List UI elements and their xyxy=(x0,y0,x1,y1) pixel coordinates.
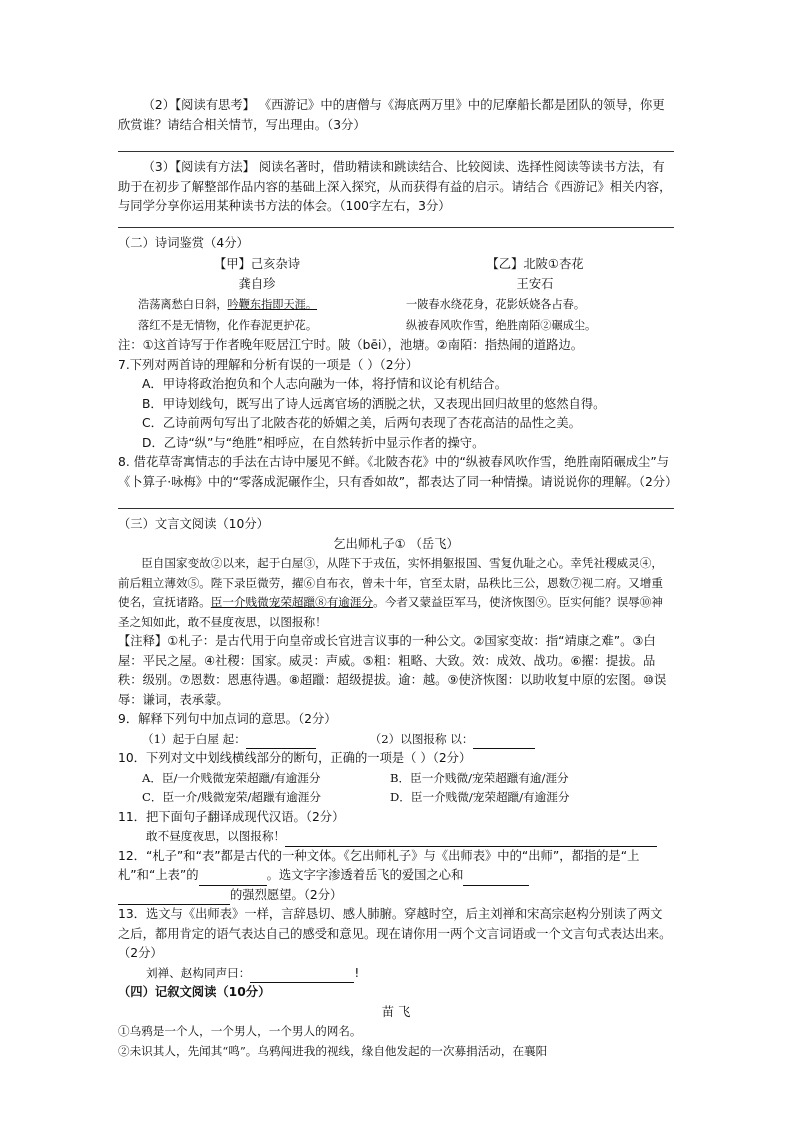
q11: 11．把下面句子翻译成现代汉语。（2分） xyxy=(118,809,345,824)
q12-part-a: 12．“札子”和“表”都是古代的一种文体。《乞出师札子》与《出师表》中的“出师”，都指的是“上札”和“上表”的 xyxy=(118,848,640,882)
exam-page xyxy=(118,96,678,1061)
narrative-p2: ②未识其人，先闻其“鸣”。乌鸦闯进我的视线，缘自他发起的一次募捐活动，在襄阳 xyxy=(118,1043,548,1058)
q7-option-c: C．乙诗前两句写出了北陂杏花的娇媚之美，后两句表现了杏花高洁的品性之美。 xyxy=(142,416,581,430)
poem-jia-line1b: 吟鞭东指即天涯。 xyxy=(227,298,318,311)
narrative-p1: ①乌鸦是一个人，一个男人，一个男人的网名。 xyxy=(118,1024,362,1038)
poem-yi-line1: 一陂春水绕花身，花影妖娆各占春。 xyxy=(406,298,586,311)
poem-yi-line2: 纵被春风吹作雪，绝胜南陌②碾成尘。 xyxy=(406,319,597,332)
q12-blank-3[interactable] xyxy=(118,890,230,905)
q9-item-2: （2）以图报称 以： xyxy=(369,731,474,746)
q11-answer-line[interactable] xyxy=(285,832,657,847)
q13: 13．选文与《出师表》一样，言辞恳切、感人肺腑。穿越时空，后主刘禅和宋高宗赵构分别读了两文之后，都用肯定的语气表达自己的感受和意见。现在请你用一两个文言词语或一个文言句式表达出来。（2分） xyxy=(118,907,672,960)
q12-blank-2[interactable] xyxy=(463,871,529,886)
q8: 8. 借花草寄寓情志的手法在古诗中屡见不鲜。《北陂杏花》中的“纵被春风吹作雪，绝胜南陌碾成尘”与《卜算子·咏梅》中的“零落成泥碾作尘，只有香如故”，都表达了同一种情操。请说说你的理解。（2分） xyxy=(118,455,678,489)
q7: 7.下列对两首诗的理解和分析有误的一项是（ ）（2分） xyxy=(118,357,419,372)
q10-option-b: B．臣一介贱微/宠荣超躐有逾/涯分 xyxy=(390,770,569,785)
q12 xyxy=(118,847,674,906)
narrative-title: 苗 飞 xyxy=(381,1004,411,1019)
q13-blank[interactable] xyxy=(250,968,354,983)
poem-jia-line2: 落红不是无情物，化作春泥更护花。 xyxy=(138,319,318,332)
q11-sentence: 敢不昼度夜思，以图报称！ xyxy=(146,829,286,843)
q7-option-d: D．乙诗“纵”与“绝胜”相呼应，在自然转折中显示作者的操守。 xyxy=(142,435,485,450)
reading-q3: （3）【阅读有方法】 阅读名著时，借助精读和跳读结合、比较阅读、选择性阅读等读书方法，有助于在初步了解整部作品内容的基础上深入探究，从而获得有益的启示。请结合《西游记》相关内容，与同学分享你运用某种读书方法的体会。（100字左右，3分） xyxy=(118,160,672,213)
classical-heading: （三）文言文阅读（10分） xyxy=(118,517,269,531)
q7-option-a: A．甲诗将政治抱负和个人志向融为一体，将抒情和议论有机结合。 xyxy=(142,377,508,391)
answer-line xyxy=(118,494,674,509)
classical-notes: 【注释】①札子：是古代用于向皇帝或长官进言议事的一种公文。②国家变故：指“靖康之难”。③白屋：平民之屋。④社稷：国家。威灵：声威。⑤粗：粗略、大致。效：成效、战功。⑥擢：提拔。品秩：级别。⑦恩数：恩惠待遇。⑧超躐：超级提拔。逾：越。⑨使济恢图：以助收复中原的宏图。⑩误辱：谦词，表承蒙。 xyxy=(118,634,667,707)
poems xyxy=(118,255,674,336)
q9-blank-2[interactable] xyxy=(473,734,535,749)
poetry-note: 注：①这首诗写于作者晚年贬居江宁时。陂（bēi），池塘。②南陌：指热闹的道路边。 xyxy=(118,338,584,352)
poem-yi-author: 王安石 xyxy=(516,276,554,291)
poem-yi-title: 【乙】北陂①杏花 xyxy=(486,257,584,271)
narrative-heading: （四）记叙文阅读（10分） xyxy=(118,985,271,999)
answer-line xyxy=(118,219,674,228)
classical-title: 乞出师札子① （岳飞） xyxy=(333,536,459,551)
q9: 9．解释下列句中加点词的意思。（2分） xyxy=(118,712,337,726)
q10-options-row1 xyxy=(118,769,674,789)
q7-option-b: B．甲诗划线句，既写出了诗人远离官场的洒脱之状，又表现出回归故里的悠然自得。 xyxy=(142,396,606,411)
poem-jia-author: 龚自珍 xyxy=(238,276,276,291)
poem-jia-line1a: 浩荡离愁白日斜， xyxy=(138,298,228,311)
poem-jia-line1 xyxy=(118,294,396,315)
answer-line xyxy=(118,137,674,152)
q12-part-c: 的强烈愿望。（2分） xyxy=(230,887,343,902)
q10-option-d: D．臣一介贱微/宠荣超躐/有逾涯分 xyxy=(390,790,570,804)
q12-part-b: 。选文字字渗透着岳飞的爱国之心和 xyxy=(266,868,464,882)
reading-q2: （2）【阅读有思考】 《西游记》中的唐僧与《海底两万里》中的尼摩船长都是团队的领导，你更欣赏谁？请结合相关情节，写出理由。（3分） xyxy=(118,98,665,132)
classical-text-a: 臣自国家变故②以来，起于白屋③，从陛下于戎伍，实怀捐躯报国、雪复仇耻之心。幸凭社稷威灵④，前后粗立薄效⑤。陛下录臣微劳，擢⑥自布衣，曾未十年，官至太尉，品秩比三公，恩数⑦视二府。又增重使名，宣抚诸路。 xyxy=(118,556,663,609)
poetry-heading: （二）诗词鉴赏（4分） xyxy=(118,235,249,250)
q13-prompt: 刘禅、赵构同声曰： xyxy=(146,965,251,980)
q9-item-1: （1）起于白屋 起： xyxy=(142,731,246,746)
poem-yi xyxy=(396,255,674,336)
classical-text xyxy=(118,554,674,632)
q10-options-row2 xyxy=(118,788,674,808)
q9-items xyxy=(118,730,674,750)
q10-option-c: C．臣一介/贱微宠荣/超躐有逾涯分 xyxy=(142,790,321,804)
q10: 10．下列对文中划线横线部分的断句，正确的一项是（ ）（2分） xyxy=(118,751,472,765)
classical-text-b: 。今者又蒙益臣军马，使济恢图⑨。臣实何能？误辱⑩神圣之知如此，敢不昼度夜思，以图报称！ xyxy=(118,595,663,629)
classical-text-underlined: 臣一介贱微宠荣超躐⑧有逾涯分 xyxy=(210,595,374,609)
q11-sentence-row xyxy=(118,827,674,847)
poem-jia-title: 【甲】己亥杂诗 xyxy=(213,257,301,271)
q12-blank-1[interactable] xyxy=(199,871,267,886)
q10-option-a: A．臣/一介贱微宠荣超躐/有逾涯分 xyxy=(142,770,321,785)
q13-answer-row: 刘禅、赵构同声曰： ! xyxy=(118,964,674,984)
poem-jia xyxy=(118,255,396,336)
q9-blank-1[interactable] xyxy=(246,734,316,749)
